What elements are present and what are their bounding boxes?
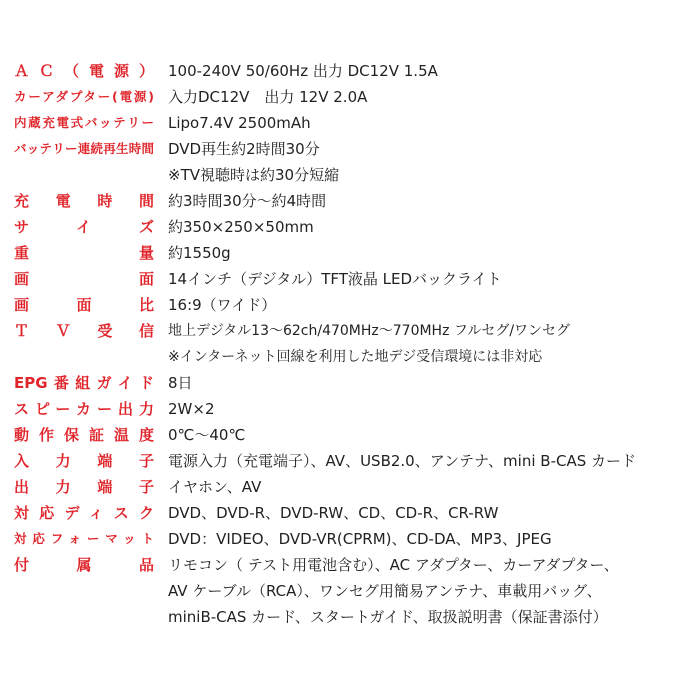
spec-label: 充電時間 <box>14 192 154 210</box>
spec-value: 約3時間30分〜約4時間 <box>168 192 327 210</box>
spec-label: 付属品 <box>14 556 154 574</box>
spec-value: 14インチ（デジタル）TFT液晶 LEDバックライト <box>168 270 502 288</box>
spec-value: 地上デジタル13〜62ch/470MHz〜770MHz フルセグ/ワンセグ <box>168 323 571 339</box>
spec-row-charge-time <box>14 188 694 214</box>
spec-value: 電源入力（充電端子）、AV、USB2.0、アンテナ、mini B-CAS カード <box>168 452 637 470</box>
spec-row-screen <box>14 266 694 292</box>
spec-label: 動作保証温度 <box>14 426 154 444</box>
spec-label: カーアダプター(電源) <box>14 89 154 104</box>
spec-row-ac-power <box>14 58 694 84</box>
spec-label: ＴＶ受信 <box>14 322 154 340</box>
spec-row-operating-temp <box>14 422 694 448</box>
spec-row-epg <box>14 370 694 396</box>
spec-label: 対応フォーマット <box>14 531 154 546</box>
spec-row-aspect-ratio <box>14 292 694 318</box>
spec-label: 入力端子 <box>14 452 154 470</box>
spec-row-tv-reception <box>14 318 694 370</box>
spec-value: 入力DC12V 出力 12V 2.0A <box>168 88 368 106</box>
spec-label: EPG番組ガイド <box>14 374 154 392</box>
spec-value: Lipo7.4V 2500mAh <box>168 114 311 132</box>
spec-value: イヤホン、AV <box>168 478 262 496</box>
spec-label: ＡＣ（電源） <box>14 62 154 80</box>
spec-row-supported-discs <box>14 500 694 526</box>
spec-value: 16:9（ワイド） <box>168 296 277 314</box>
spec-row-battery-playtime <box>14 136 694 188</box>
spec-value: DVD再生約2時間30分 <box>168 140 320 158</box>
spec-value: AV ケーブル（RCA）、ワンセグ用簡易アンテナ、車載用バッグ、 <box>168 582 602 600</box>
spec-label: 画面比 <box>14 296 154 314</box>
spec-label: 出力端子 <box>14 478 154 496</box>
spec-value: DVD、DVD-R、DVD-RW、CD、CD-R、CR-RW <box>168 504 499 522</box>
spec-value: 8日 <box>168 374 193 392</box>
spec-label: スピーカー出力 <box>14 400 154 418</box>
spec-value: 100-240V 50/60Hz 出力 DC12V 1.5A <box>168 62 438 80</box>
spec-row-output-ports <box>14 474 694 500</box>
spec-label: 重量 <box>14 244 154 262</box>
spec-value: 0℃〜40℃ <box>168 426 246 444</box>
spec-value: DVD：VIDEO、DVD-VR(CPRM)、CD-DA、MP3、JPEG <box>168 530 552 548</box>
spec-row-battery <box>14 110 694 136</box>
spec-value: 2W×2 <box>168 400 215 418</box>
spec-value: 約350×250×50mm <box>168 218 314 236</box>
spec-row-input-ports <box>14 448 694 474</box>
spec-row-speaker <box>14 396 694 422</box>
spec-label: 対応ディスク <box>14 504 154 522</box>
spec-label: 内蔵充電式バッテリー <box>14 115 154 130</box>
spec-row-car-adapter <box>14 84 694 110</box>
spec-value: 約1550g <box>168 244 231 262</box>
spec-label: サイズ <box>14 218 154 236</box>
spec-table <box>14 58 694 630</box>
spec-note: ※インターネット回線を利用した地デジ受信環境には非対応 <box>168 349 543 365</box>
spec-row-accessories <box>14 552 694 630</box>
spec-value: リモコン（ テスト用電池含む）、AC アダプター、カーアダプター、 <box>168 556 619 574</box>
spec-note: ※TV視聴時は約30分短縮 <box>168 166 340 184</box>
spec-label: バッテリー連続再生時間 <box>14 141 154 156</box>
spec-label: 画面 <box>14 270 154 288</box>
spec-row-size <box>14 214 694 240</box>
spec-value: miniB-CAS カード、スタートガイド、取扱説明書（保証書添付） <box>168 608 608 626</box>
spec-row-weight <box>14 240 694 266</box>
spec-row-supported-formats <box>14 526 694 552</box>
